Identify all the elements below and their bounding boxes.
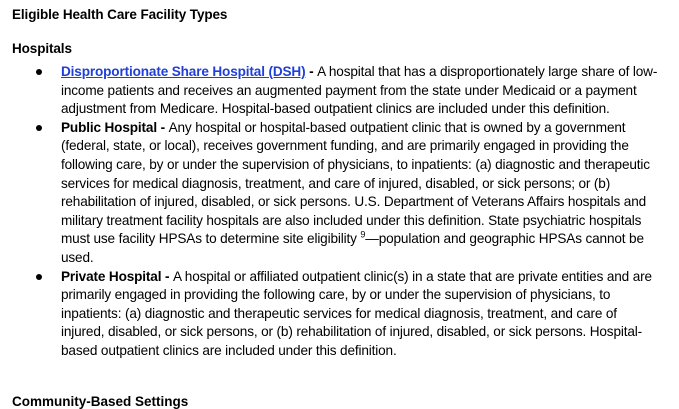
bullet-icon <box>36 274 42 280</box>
hospital-types-list <box>0 63 679 361</box>
section-heading-community: Community-Based Settings <box>12 394 189 409</box>
document-title: Eligible Health Care Facility Types <box>12 7 228 22</box>
term-separator: - <box>305 64 318 79</box>
footnote-mark: 9 <box>360 229 366 240</box>
list-item-dsh <box>0 63 679 119</box>
bullet-icon <box>36 69 42 75</box>
dsh-link[interactable]: Disproportionate Share Hospital (DSH) <box>61 64 306 79</box>
section-heading-hospitals: Hospitals <box>12 41 72 56</box>
term-separator: - <box>161 268 173 284</box>
term-separator: - <box>156 119 169 135</box>
private-hospital-term: Private Hospital <box>61 268 162 284</box>
private-hospital-description: A hospital or affiliated outpatient clinic(s) in a state that are private entities and are primarily engaged in providing the following care, by or under the supervision of physicians, to inpatients: (a) diagnostic and therapeutic services for medical diagnosis, treatment, and care of injured, disabled, or sick persons, or (b) rehabilitation of injured, disabled, or sick persons. Hospital-based outpatient clinics are included under this definition. <box>61 268 652 358</box>
list-item-private-hospital <box>0 268 679 361</box>
bullet-icon <box>36 125 42 131</box>
public-hospital-description-end: —population and geographic HPSAs cannot be used. <box>61 231 644 265</box>
public-hospital-term: Public Hospital <box>61 119 157 135</box>
public-hospital-description: Any hospital or hospital-based outpatient clinic that is owned by a government (federal, state, or local), receives government funding, and are primarily engaged in providing the following care, by or under the supervision of physicians, to inpatients: (a) diagnostic and therapeutic services for medical diagnosis, treatment, and care of injured, disabled, or sick persons; or (b) rehabilitation of injured, disabled, or sick persons. U.S. Department of Veterans Affairs hospitals and military treatment facility hospitals are also included under this definition. State psychiatric hospitals must use facility HPSAs to determine site eligibility <box>61 119 650 247</box>
list-item-public-hospital <box>0 119 679 268</box>
dsh-description: A hospital that has a disproportionately large share of low-income patients and receives an augmented payment from the state under Medicaid or a payment adjustment from Medicare. Hospital-based outpatient clinics are included under this definition. <box>61 64 658 117</box>
